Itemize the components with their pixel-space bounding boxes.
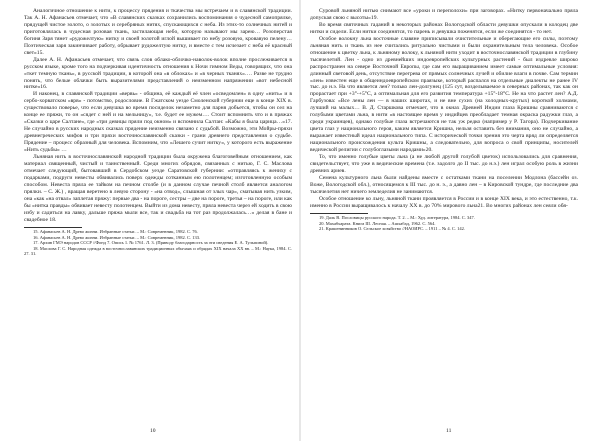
- paragraph: Особое волокну льна восточные славяне приписывали очистительные и оберегающие его силы, поэтому льняная нить и ткань из нее считались ритуально чистыми и были охранительным тела человека. Особое отношение к цветку льна, к льняному волоку, к льняной нити уходит в восточнославянской традиции в глубину тысячелетий. Лен - одно из древнейших индоевропейских культурных растений - был издревле широко распространен на севере Восточной Европы, где сам его выращиванием имеет самые оптимальные условия: длинный световой день, отсутствие перегрева от прямых солнечных лучей и обилие влаги в почве. Сам термин «лен» известен еще в общеиндоевропейском праязыке, который распался на отдельные диалекты не ранее IV тыс. до н.э. На что является лен? только лен-долгунец (125 сут, возделываемое в северных районах, так как он прорастает при +3°-+5°С, а оптимальная для его развития температура +15°-18°С. Не на что растет лен? А.Д. Гарбузова: «Все лены лен — в наших широтах, и не вне сухих (на холодных-крутых) короткой холмами, лучший на малых… В. Д. Старшкова отмечает, что в окнах Древней Индии глаза Кришны сравниваются с голубыми цветами льна, в нити «в настоящее время у индийцев преобладает темная окраска радужки глаз, а среди украинцев), однако голубые глаза встречаются не так уж редко (например у Р. Тагора). Подчеркивание цвета глаз у национального героя, каким является Кришна, нельзя оставить без внимания, оно не случайно, а выражает известный идеал национального типа. С исторической точки зрения это черта вряд ли определяется национального происхождения культа Кришны, а следовательно, для вопроса о свой принципы, носителей ведической религии с голубоглазыми народами»20.: [310, 35, 578, 154]
- paragraph: Во время святочных гаданий в некоторых районах Вологодской области девушки опускали в колодец две нитки и сидели. Если нитки соединятся, то парень и девушка поженятся, если же соединятся - то нет.: [310, 21, 578, 35]
- footnote: 15. Афанасьев А. Н. Древо жизни. Избранные статьи. – М.: Современник, 1982. С. 76.: [33, 229, 198, 235]
- paragraph: Аналогичное отношение к нити, к процессу прядения и ткачества мы встречаем и в славянской традиции. Так А. Н. Афанасьев отмечает, что «В славянских сказках сохранились воспоминания о чудесной самопрялке, прядущей чистое золото, о золотых и серебряных нитях, спускающихся с неба. Из этих-то солнечных нитей и приготовлялась в чудесная розовая ткань, застилающая небо, которую называют мы зарею… Розоперстая богиня Заря тянет «рудожелтую» нитку и своей золотой иглой вышивает по небу розовую, кровавую пелену… Поэтическая заря закинчивает работу, обрывает рудожелтую нитку, и вместе с тем исчезает с неба её красный свет»15.: [24, 8, 292, 56]
- footnote: 18. Маслова Г. С. Народная одежда в восточнославянских традиционных обычаях и обрядах XIX начала XX вв. – М.: Наука, 1984. С. 27. 31.: [24, 245, 292, 257]
- paragraph: То, что именно голубые цветы льна (а не любой другой голубой цветок) использовались для сравнения, свидетельствует, что уже в ведические времена (т.е. задолго до II тыс. до н.э.) лен играл особую роль в жизни древних ариев.: [310, 154, 578, 174]
- paragraph: Льняная нить в восточнославянской народной традиции была окружена благоговейным отношением, как материал священный, чистый и таинственный. Среди многих обрядов, связанных с нитью, Г. С. Маслова отмечает следующий, бытовавший в Сердобском уезде Саратовской губернии: «отправляясь к жениху с подарками, подруги невесты обвивались поверх одежды сотканным ею полотенцем; изготовленную особым способом. Невеста пряла ее тайком на печном столбе (и в данном случае печной столб является аналогом прялки. – С. Ж.) , вращая веретено в левую сторону - «на отвод», слышная от злых чар», сматывая нить узким, она «как «на отвал» заплетая пряжу: первые два - на пороге, сестры – две на пороге, третья – на пороге, или как бы «нитка правды» обвивает невесту полотенцем. Выйти из дома невесту, пряла невеста через ей ходить в свою избу и садиться на лавку, дальше пряжа мыли все, так и свадьба на тот раз продолжалась…» делая в бане и свадебное 18.: [24, 154, 292, 223]
- paragraph: Особое отношение ко льну, льняной ткани проявляется в России и в конце XIX века, и это естественно, т.к. именно в России выращивалось к началу XX в. до 70% мирового льна21. Во многих районах лен сеяли обя-: [310, 195, 578, 209]
- right-page: [300, 0, 600, 441]
- footnote-divider: [310, 213, 368, 214]
- page-number: 10: [150, 428, 156, 434]
- footnote: 21. Крашенинников О. Сельское хозяйство //НАОИРС. – 1911 – № 4. С. 142.: [319, 226, 466, 232]
- footnote: 20. Махабхарата. Книга III. Лесная. – Ашхабад, 1962. С. 564.: [319, 220, 436, 226]
- footnote-divider: [24, 227, 82, 228]
- page-number: 11: [446, 428, 452, 434]
- paragraph: Суровой льняной нитью снимают все «уроки и переполохи» при заговорах. «Нитку первоначально пряла допуская свою с высоты»19.: [310, 8, 578, 21]
- footnote: 19. Даль В. Пословицы русского народа. Т. 2. – М.: Худ. литература, 1984. С. 347.: [319, 215, 475, 221]
- footnote: 17. Архив ГМЭ народов СССР //Фонд 7. Опись 1. № 1761. Л. 3. (Приводу благодарность за эти сведения Е. А. Тульпиной).: [33, 240, 269, 246]
- paragraph: Семена культурного льна были найдены вместе с остатками ткани на поселении Модлона (бассейн оз. Воже, Вологодской обл.), относящемся к III тыс. до н. э., а давно лен – в Кировской тундре, где последние два тысячелетия нет ничего земледелия не занимаются.: [310, 174, 578, 195]
- paragraph: Далее А. Н. Афанасьев отмечает, что связь слов облако-облочко-наволок-волок вполне прослеживается в русском языке, кроме того на подчеркивая идентичность отношения к Ночи гимном Веды, говорящих, что она «ткет темную ткань», в русской традиции, в которой она «в облоках» и «в черных тканях»…. Разве не трудно понять, что белые облачки быть выразителями представлений о неизменном напряжении «вот небесной нитке»16.: [24, 56, 292, 91]
- footnote: 16. Афанасьев А. Н. Древо жизни. Избранные статьи. – М.: Современник, 1982. С. 133.: [33, 234, 201, 240]
- paragraph: И наконец, в славянской традиции «вервь» - община, её каждый её член «осведомлен» в одну «нить» и в сербо-хорватском «врв» - потомство, родословие. В Гжатском уезде Смоленской губернии еще в конце XIX в. существовало поверье, что если девушка во время посиделок незаметно для парня добьется, чтобы он сел на конце ее пряжи, то он «сядет с ней и на мельницу», т.е. будет ее мужем…. Стоит вспомнить что и в пряжах «Сказки о царе Салтане», где «три девицы пряли под окном» и вспомнила Салтан: «Кабы я была царица…»17. Не случайно в русских народных сказках прядение неизменно связано с судьбой. Возможно, эти Мойры-пряхи древнегреческих мифов и три пряхи восточнославянской сказки - грани древнего представления о судьбе. Прядение – процесс образный для человека. Вспомним, что «Лешего сучит нитку», у которого есть выражение «Нить судьбы» …: [24, 91, 292, 154]
